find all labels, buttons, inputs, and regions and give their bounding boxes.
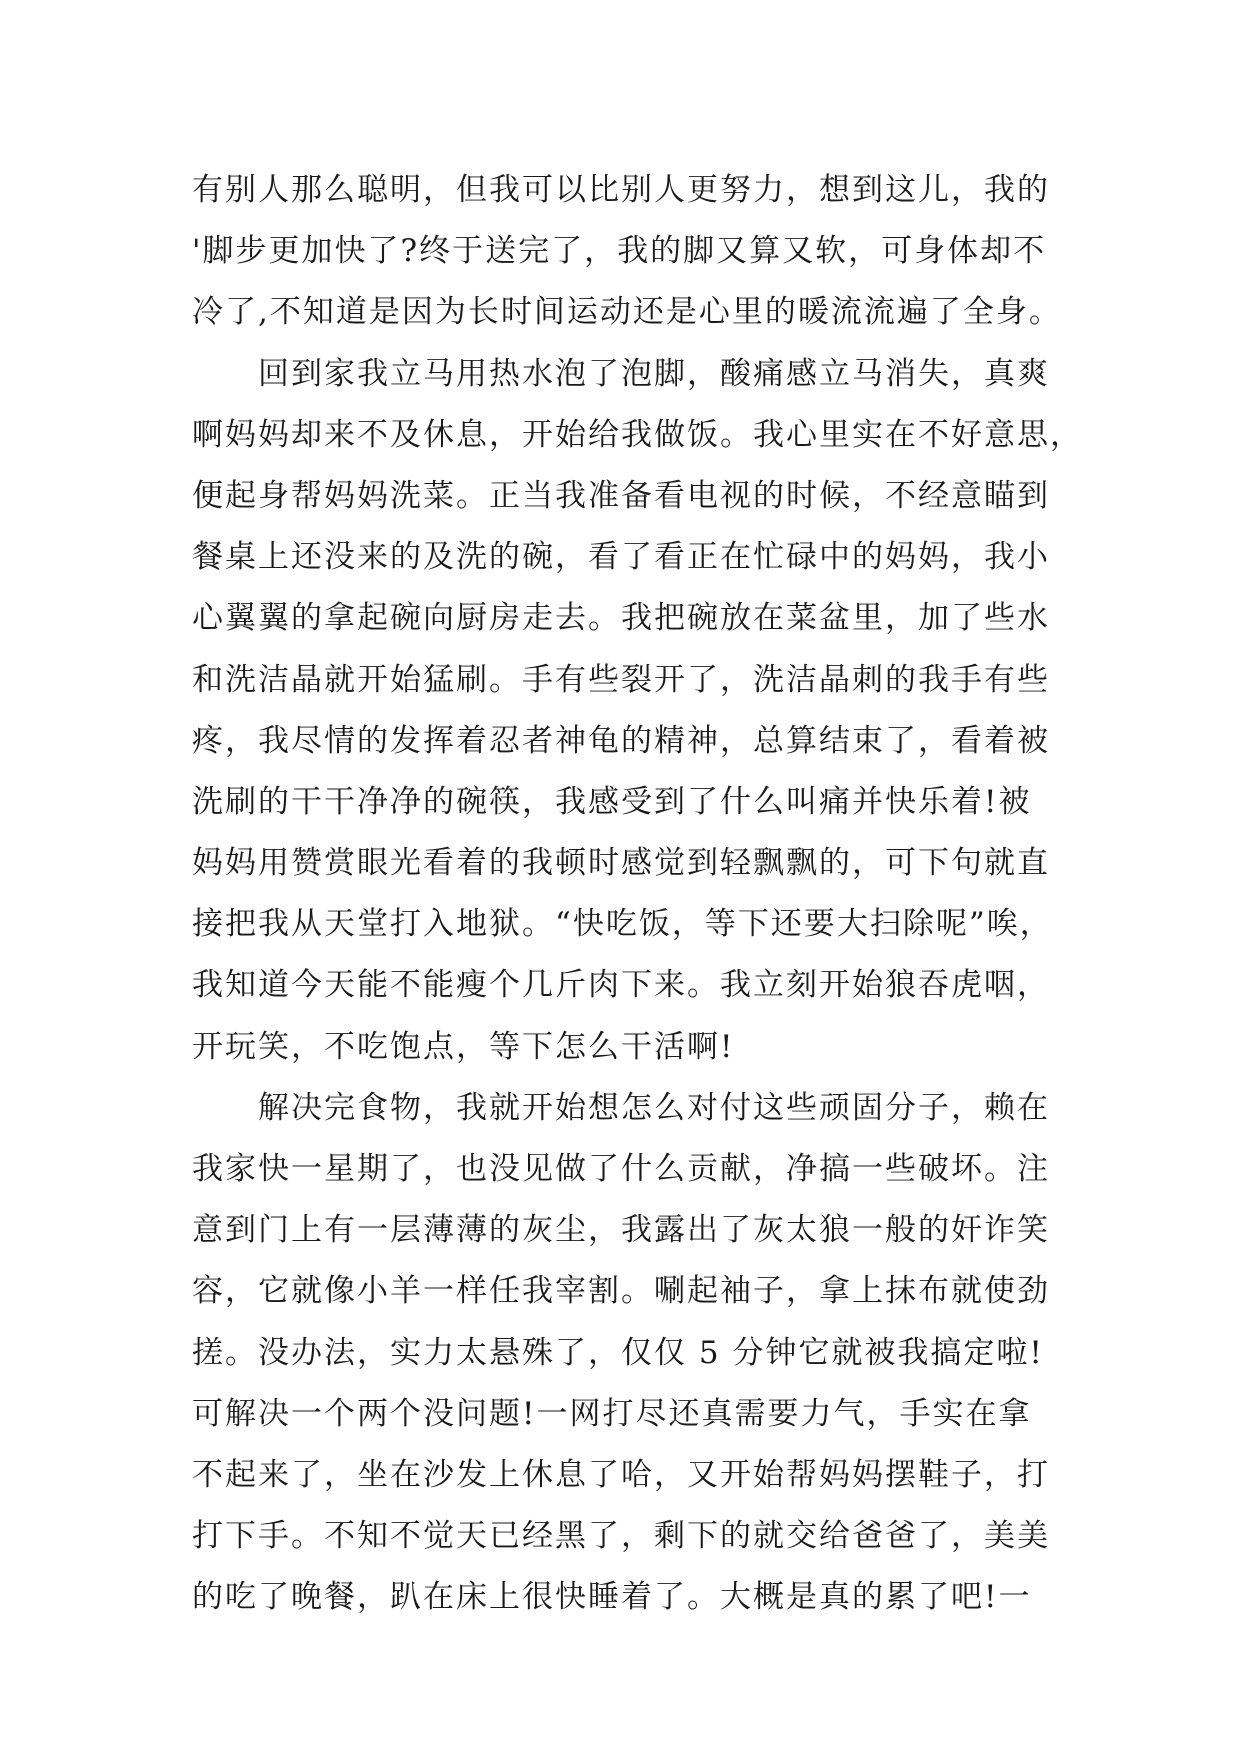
text-line: 妈妈用赞赏眼光看着的我顿时感觉到轻飘飘的，可下句就直 — [192, 845, 1050, 882]
text-line: 可解决一个两个没问题!一网打尽还真需要力气，手实在拿 — [192, 1395, 1032, 1432]
text-line: 接把我从天堂打入地狱。“快吃饭，等下还要大扫除呢”唉， — [192, 906, 1053, 943]
text-line: 啊妈妈却来不及休息，开始给我做饭。我心里实在不好意思， — [192, 416, 1083, 453]
paragraph-start-line: 回到家我立马用热水泡了泡脚，酸痛感立马消失，真爽 — [258, 355, 1050, 392]
text-line: 我知道今天能不能瘦个几斤肉下来。我立刻开始狼吞虎咽， — [192, 967, 1050, 1004]
text-line: 打下手。不知不觉天已经黑了，剩下的就交给爸爸了，美美 — [192, 1518, 1050, 1555]
body-text — [192, 160, 1083, 1629]
text-line: 心翼翼的拿起碗向厨房走去。我把碗放在菜盆里，加了些水 — [192, 600, 1050, 637]
text-line: 意到门上有一层薄薄的灰尘，我露出了灰太狼一般的奸诈笑 — [192, 1212, 1050, 1249]
text-line: 的吃了晚餐，趴在床上很快睡着了。大概是真的累了吧!一 — [192, 1579, 1032, 1616]
text-line: 搓。没办法，实力太悬殊了，仅仅 5 分钟它就被我搞定啦! — [192, 1334, 1044, 1371]
text-line: 容，它就像小羊一样任我宰割。唰起袖子，拿上抹布就使劲 — [192, 1273, 1050, 1310]
text-line: 餐桌上还没来的及洗的碗，看了看正在忙碌中的妈妈，我小 — [192, 539, 1050, 576]
text-line: 便起身帮妈妈洗菜。正当我准备看电视的时候，不经意瞄到 — [192, 477, 1050, 514]
text-line: 开玩笑，不吃饱点，等下怎么干活啊! — [192, 1028, 735, 1065]
text-line: 洗刷的干干净净的碗筷，我感受到了什么叫痛并快乐着!被 — [192, 783, 1032, 820]
text-line: '脚步更加快了?终于送完了，我的脚又算又软，可身体却不 — [192, 233, 1047, 270]
text-line: 我家快一星期了，也没见做了什么贡献，净搞一些破坏。注 — [192, 1151, 1050, 1187]
paragraph-start-line: 解决完食物，我就开始想怎么对付这些顽固分子，赖在 — [258, 1089, 1050, 1126]
text-line: 疼，我尽情的发挥着忍者神龟的精神，总算结束了，看着被 — [192, 722, 1050, 759]
text-line: 冷了,不知道是因为长时间运动还是心里的暖流流遍了全身。 — [192, 294, 1062, 331]
text-line: 有别人那么聪明，但我可以比别人更努力，想到这儿，我的 — [192, 172, 1050, 208]
text-line: 和洗洁晶就开始猛刷。手有些裂开了，洗洁晶刺的我手有些 — [192, 661, 1050, 698]
text-line: 不起来了，坐在沙发上休息了哈，又开始帮妈妈摆鞋子，打 — [192, 1456, 1050, 1493]
